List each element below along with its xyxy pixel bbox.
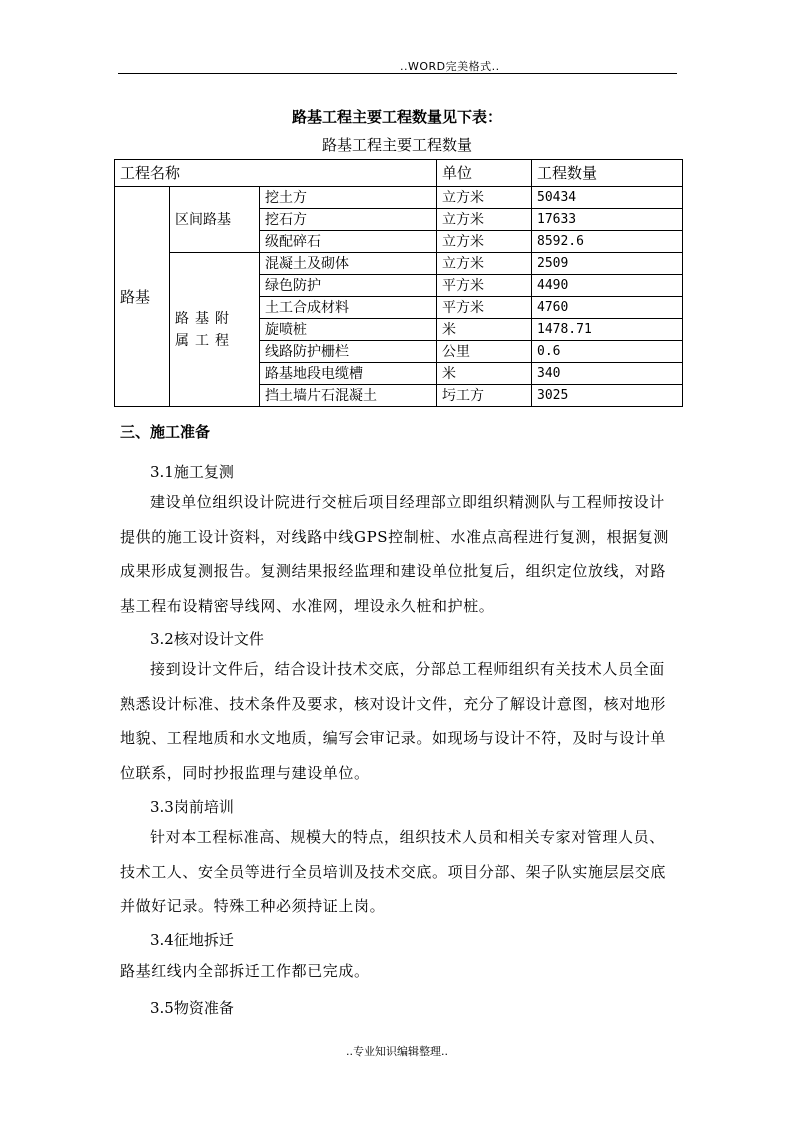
unit-cell: 立方米 (437, 187, 532, 209)
header-qty: 工程数量 (532, 160, 683, 187)
item-cell: 旋喷桩 (260, 319, 437, 341)
qty-cell: 50434 (532, 187, 683, 209)
qty-cell: 4490 (532, 275, 683, 297)
qty-cell: 1478.71 (532, 319, 683, 341)
item-cell: 挖土方 (260, 187, 437, 209)
table-title: 路基工程主要工程数量 (321, 136, 472, 154)
item-cell: 线路防护栅栏 (260, 341, 437, 363)
subgroup-cell: 路基附属工程 (170, 253, 260, 407)
unit-cell: 立方米 (437, 253, 532, 275)
paragraph: 接到设计文件后，结合设计技术交底，分部总工程师组织有关技术人员全面熟悉设计标准、技术条件及要求，核对设计文件，充分了解设计意图，核对地形地貌、工程地质和水文地质，编写会审记录。如现场与设计不符，及时与设计单位联系，同时抄报监理与建设单位。 (120, 660, 667, 782)
qty-cell: 4760 (532, 297, 683, 319)
item-cell: 土工合成材料 (260, 297, 437, 319)
table-header-row (115, 160, 683, 187)
table-row (115, 187, 683, 209)
header-rule (118, 73, 677, 74)
header-unit: 单位 (437, 160, 532, 187)
header-name: 工程名称 (115, 160, 437, 187)
paragraph: 路基红线内全部拆迁工作都已完成。 (120, 962, 370, 980)
subsection-heading: 3.2核对设计文件 (150, 630, 264, 648)
unit-cell: 平方米 (437, 297, 532, 319)
subsection-heading: 3.4征地拆迁 (150, 931, 234, 949)
subsection-heading: 3.3岗前培训 (150, 798, 234, 816)
qty-cell: 17633 (532, 209, 683, 231)
subgroup-cell: 区间路基 (170, 187, 260, 253)
unit-cell: 立方米 (437, 209, 532, 231)
unit-cell: 米 (437, 319, 532, 341)
item-cell: 路基地段电缆槽 (260, 363, 437, 385)
item-cell: 挖石方 (260, 209, 437, 231)
qty-cell: 340 (532, 363, 683, 385)
paragraph: 建设单位组织设计院进行交桩后项目经理部立即组织精测队与工程师按设计提供的施工设计资料，对线路中线GPS控制桩、水准点高程进行复测，根据复测成果形成复测报告。复测结果报经监理和建设单位批复后，组织定位放线，对路基工程布设精密导线网、水准网，埋设永久桩和护桩。 (120, 493, 669, 615)
quantity-table (114, 159, 683, 407)
section-heading: 三、施工准备 (120, 423, 211, 441)
paragraph: 针对本工程标准高、规模大的特点，组织技术人员和相关专家对管理人员、技术工人、安全员等进行全员培训及技术交底。项目分部、架子队实施层层交底并做好记录。特殊工种必须持证上岗。 (120, 828, 667, 915)
subsection-heading: 3.1施工复测 (150, 463, 234, 481)
page-header: ..WORD完美格式.. (400, 60, 500, 73)
subsection-heading: 3.5物资准备 (150, 999, 234, 1017)
unit-cell: 公里 (437, 341, 532, 363)
item-cell: 级配碎石 (260, 231, 437, 253)
group-cell: 路基 (115, 187, 170, 407)
table-row (115, 253, 683, 275)
item-cell: 挡土墙片石混凝土 (260, 385, 437, 407)
unit-cell: 平方米 (437, 275, 532, 297)
item-cell: 混凝土及砌体 (260, 253, 437, 275)
page-footer: ..专业知识编辑整理.. (346, 1045, 448, 1058)
unit-cell: 圬工方 (437, 385, 532, 407)
unit-cell: 立方米 (437, 231, 532, 253)
unit-cell: 米 (437, 363, 532, 385)
qty-cell: 0.6 (532, 341, 683, 363)
bold-intro-title: 路基工程主要工程数量见下表： (291, 108, 502, 126)
qty-cell: 8592.6 (532, 231, 683, 253)
item-cell: 绿色防护 (260, 275, 437, 297)
qty-cell: 3025 (532, 385, 683, 407)
qty-cell: 2509 (532, 253, 683, 275)
